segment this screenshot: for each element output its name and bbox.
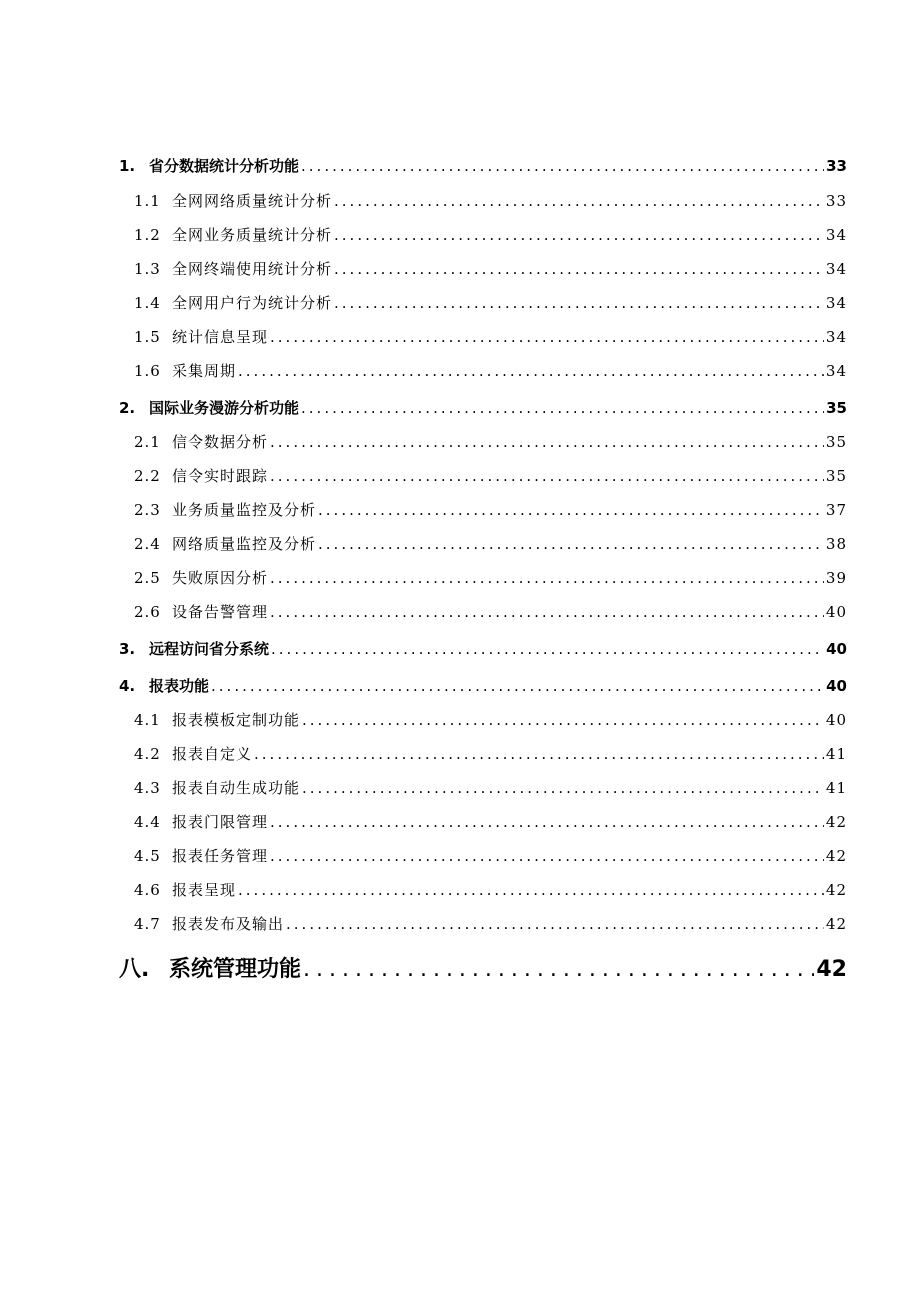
toc-title: 国际业务漫游分析功能 — [149, 399, 300, 417]
toc-page-number: 34 — [825, 294, 847, 312]
toc-page-number: 35 — [825, 467, 847, 485]
toc-leader-dots — [334, 192, 824, 210]
toc-page-number: 42 — [825, 847, 847, 865]
toc-entry-4-2[interactable] — [134, 743, 847, 764]
toc-title: 全网网络质量统计分析 — [172, 192, 333, 210]
toc-page-number: 41 — [825, 779, 847, 797]
toc-number: 4.2 — [134, 745, 161, 763]
toc-entry-2-3[interactable] — [134, 499, 847, 520]
toc-entry-4-3[interactable] — [134, 777, 847, 798]
toc-entry-2[interactable] — [119, 397, 847, 418]
toc-leader-dots — [270, 813, 824, 831]
toc-leader-dots — [334, 294, 824, 312]
toc-leader-dots — [302, 779, 824, 797]
toc-number: 4.3 — [134, 779, 161, 797]
toc-number: 2.4 — [134, 535, 161, 553]
toc-number: 1.3 — [134, 260, 161, 278]
toc-page-number: 33 — [825, 192, 847, 210]
toc-leader-dots — [302, 711, 824, 729]
toc-number: 4.5 — [134, 847, 161, 865]
toc-entry-3[interactable] — [119, 638, 847, 659]
toc-leader-dots — [238, 881, 824, 899]
toc-entry-4-1[interactable] — [134, 709, 847, 730]
toc-entry-4-4[interactable] — [134, 811, 847, 832]
toc-title: 全网终端使用统计分析 — [172, 260, 333, 278]
toc-entry-2-1[interactable] — [134, 431, 847, 452]
toc-entry-1-5[interactable] — [134, 326, 847, 347]
toc-entry-1-4[interactable] — [134, 292, 847, 313]
toc-page-number: 40 — [825, 603, 847, 621]
toc-entry-1-6[interactable] — [134, 360, 847, 381]
toc-number: 1.5 — [134, 328, 161, 346]
toc-page-number: 34 — [825, 226, 847, 244]
toc-title: 信令数据分析 — [172, 433, 269, 451]
toc-number: 1.6 — [134, 362, 161, 380]
toc-number: 八. — [119, 957, 150, 982]
toc-page-number: 42 — [825, 881, 847, 899]
toc-entry-4-5[interactable] — [134, 845, 847, 866]
toc-page-number: 40 — [825, 711, 847, 729]
toc-leader-dots — [254, 745, 824, 763]
toc-leader-dots — [270, 603, 824, 621]
toc-number: 1.1 — [134, 192, 161, 210]
toc-title: 报表门限管理 — [172, 813, 269, 831]
toc-page-number: 40 — [826, 677, 847, 695]
toc-title: 报表任务管理 — [172, 847, 269, 865]
toc-page-number: 39 — [825, 569, 847, 587]
toc-entry-2-2[interactable] — [134, 465, 847, 486]
toc-number: 1.4 — [134, 294, 161, 312]
toc-entry-4-7[interactable] — [134, 913, 847, 934]
toc-leader-dots — [270, 847, 824, 865]
toc-number: 4. — [119, 677, 136, 695]
toc-page-number: 42 — [825, 915, 847, 933]
toc-number: 1. — [119, 157, 136, 175]
toc-title: 信令实时跟踪 — [172, 467, 269, 485]
toc-title: 远程访问省分系统 — [149, 640, 270, 658]
toc-title: 报表呈现 — [172, 881, 237, 899]
toc-leader-dots — [334, 260, 824, 278]
toc-leader-dots — [270, 328, 824, 346]
toc-title: 报表模板定制功能 — [172, 711, 301, 729]
toc-entry-2-6[interactable] — [134, 601, 847, 622]
toc-entry-4-6[interactable] — [134, 879, 847, 900]
toc-entry-2-5[interactable] — [134, 567, 847, 588]
toc-leader-dots — [270, 569, 824, 587]
toc-title: 报表自定义 — [172, 745, 253, 763]
toc-page-number: 42 — [816, 957, 847, 982]
toc-leader-dots — [301, 157, 824, 175]
toc-page-number: 35 — [826, 399, 847, 417]
toc-number: 2.2 — [134, 467, 161, 485]
toc-page-number: 33 — [826, 157, 847, 175]
toc-number: 3. — [119, 640, 136, 658]
toc-entry-1-1[interactable] — [134, 190, 847, 211]
toc-leader-dots — [270, 433, 824, 451]
toc-page-number: 35 — [825, 433, 847, 451]
toc-leader-dots — [238, 362, 824, 380]
toc-title: 全网用户行为统计分析 — [172, 294, 333, 312]
toc-number: 2.1 — [134, 433, 161, 451]
toc-leader-dots — [270, 467, 824, 485]
toc-title: 省分数据统计分析功能 — [149, 157, 300, 175]
toc-entry-1-3[interactable] — [134, 258, 847, 279]
toc-entry-1-2[interactable] — [134, 224, 847, 245]
toc-page-number: 38 — [825, 535, 847, 553]
toc-leader-dots — [318, 535, 824, 553]
toc-leader-dots — [211, 677, 824, 695]
toc-entry-8[interactable] — [119, 952, 847, 983]
toc-number: 2.3 — [134, 501, 161, 519]
toc-page-number: 37 — [825, 501, 847, 519]
toc-page-number: 41 — [825, 745, 847, 763]
toc-page-number: 42 — [825, 813, 847, 831]
toc-leader-dots — [286, 915, 824, 933]
toc-number: 4.4 — [134, 813, 161, 831]
toc-leader-dots — [303, 957, 814, 982]
toc-title: 统计信息呈现 — [172, 328, 269, 346]
toc-leader-dots — [318, 501, 824, 519]
toc-number: 4.7 — [134, 915, 161, 933]
toc-leader-dots — [301, 399, 824, 417]
toc-title: 报表功能 — [149, 677, 210, 695]
toc-number: 2.5 — [134, 569, 161, 587]
toc-title: 采集周期 — [172, 362, 237, 380]
toc-entry-1[interactable] — [119, 155, 847, 176]
toc-page-number: 40 — [826, 640, 847, 658]
toc-title: 失败原因分析 — [172, 569, 269, 587]
toc-leader-dots — [271, 640, 824, 658]
toc-page-number: 34 — [825, 362, 847, 380]
toc-title: 报表发布及输出 — [172, 915, 285, 933]
toc-title: 业务质量监控及分析 — [172, 501, 317, 519]
toc-number: 1.2 — [134, 226, 161, 244]
toc-title: 设备告警管理 — [172, 603, 269, 621]
toc-title: 全网业务质量统计分析 — [172, 226, 333, 244]
toc-entry-4[interactable] — [119, 675, 847, 696]
toc-number: 4.6 — [134, 881, 161, 899]
toc-number: 2.6 — [134, 603, 161, 621]
toc-leader-dots — [334, 226, 824, 244]
toc-title: 系统管理功能 — [169, 957, 302, 982]
toc-title: 网络质量监控及分析 — [172, 535, 317, 553]
toc-number: 2. — [119, 399, 136, 417]
toc-page-number: 34 — [825, 328, 847, 346]
toc-number: 4.1 — [134, 711, 161, 729]
toc-title: 报表自动生成功能 — [172, 779, 301, 797]
toc-entry-2-4[interactable] — [134, 533, 847, 554]
toc-page-number: 34 — [825, 260, 847, 278]
